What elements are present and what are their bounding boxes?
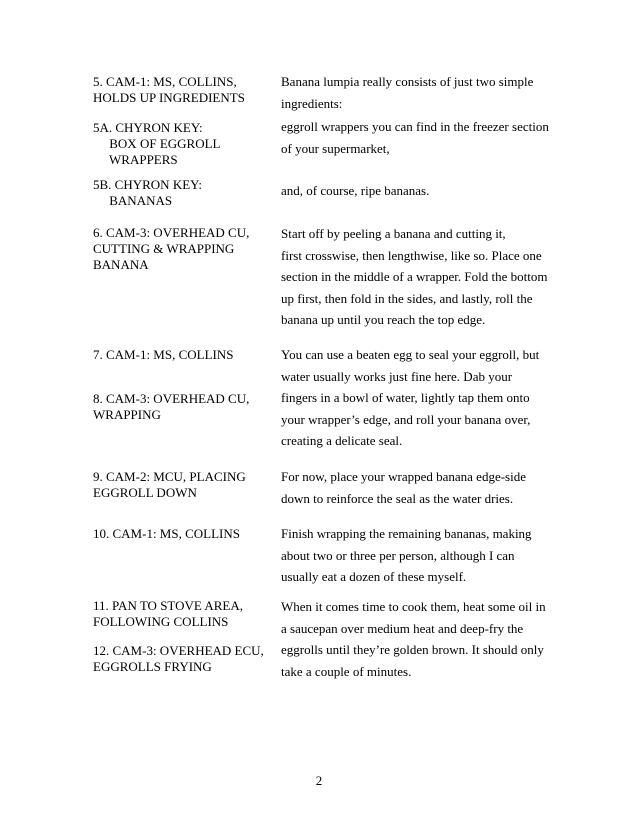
audio-line: your wrapper’s edge, and roll your banana over, [281, 411, 531, 427]
video-line: WRAPPERS [93, 152, 178, 167]
audio-line: creating a delicate seal. [281, 433, 403, 448]
video-cue-7 [93, 347, 273, 363]
video-line: EGGROLLS FRYING [93, 659, 212, 674]
audio-line: and, of course, ripe bananas. [281, 183, 430, 198]
video-line: BANANAS [93, 193, 173, 208]
audio-line: water usually works just fine here. Dab your [281, 368, 513, 384]
audio-line: about two or three per person, although I can [281, 547, 515, 563]
video-line: 10. CAM-1: MS, COLLINS [93, 526, 240, 541]
audio-line: down to reinforce the seal as the water dries. [281, 490, 514, 506]
audio-line: section in the middle of a wrapper. Fold the bottom [281, 269, 548, 284]
video-line: WRAPPING [93, 407, 161, 422]
video-cue-6 [93, 225, 273, 273]
video-line: 11. PAN TO STOVE AREA, [93, 598, 244, 613]
audio-line: banana up until you reach the top edge. [281, 312, 486, 327]
audio-line: You can use a beaten egg to seal your eggroll, but [281, 347, 540, 362]
audio-line: a saucepan over medium heat and deep-fry the [281, 620, 524, 636]
video-line: 5. CAM-1: MS, COLLINS, [93, 74, 237, 89]
audio-line: up first, then fold in the sides, and lastly, roll the [281, 290, 533, 306]
page-number: 2 [315, 773, 323, 788]
audio-block-cook [281, 596, 561, 682]
audio-line: take a couple of minutes. [281, 663, 412, 679]
audio-line: ingredients: [281, 95, 343, 111]
video-cue-5 [93, 74, 273, 106]
video-line: 6. CAM-3: OVERHEAD CU, [93, 225, 250, 240]
video-line: 12. CAM-3: OVERHEAD ECU, [93, 643, 264, 658]
video-cue-9 [93, 469, 273, 501]
audio-line: fingers in a bowl of water, lightly tap them onto [281, 390, 530, 405]
video-line: 7. CAM-1: MS, COLLINS [93, 347, 234, 362]
audio-block-place [281, 466, 561, 509]
audio-line: eggroll wrappers you can find in the freezer section [281, 119, 549, 134]
video-line: HOLDS UP INGREDIENTS [93, 90, 245, 105]
audio-line: eggrolls until they’re golden brown. It should only [281, 642, 544, 657]
audio-line: first crosswise, then lengthwise, like so. Place one [281, 247, 542, 263]
video-line: FOLLOWING COLLINS [93, 614, 229, 629]
video-cue-5b [93, 177, 273, 209]
video-cue-5a [93, 120, 273, 168]
audio-line: Banana lumpia really consists of just two simple [281, 74, 534, 89]
video-line: BOX OF EGGROLL [93, 136, 221, 151]
video-cue-8 [93, 391, 273, 423]
audio-block-finish [281, 523, 561, 588]
audio-line: When it comes time to cook them, heat some oil in [281, 599, 546, 614]
video-line: EGGROLL DOWN [93, 485, 197, 500]
audio-line: For now, place your wrapped banana edge-side [281, 469, 526, 484]
video-cue-12 [93, 643, 273, 675]
audio-block-ingredients [281, 71, 561, 114]
audio-block-bananas [281, 180, 561, 202]
audio-block-wrappers [281, 116, 561, 159]
audio-line: Finish wrapping the remaining bananas, making [281, 526, 532, 541]
video-line: 5A. CHYRON KEY: [93, 120, 203, 135]
video-line: BANANA [93, 257, 149, 272]
video-line: 9. CAM-2: MCU, PLACING [93, 469, 246, 484]
video-line: CUTTING & WRAPPING [93, 241, 235, 256]
audio-block-peeling [281, 223, 561, 331]
video-cue-11 [93, 598, 273, 630]
video-cue-10 [93, 526, 273, 542]
audio-line: of your supermarket, [281, 140, 390, 156]
video-line: 5B. CHYRON KEY: [93, 177, 202, 192]
audio-line: Start off by peeling a banana and cutting it, [281, 226, 506, 241]
audio-line: usually eat a dozen of these myself. [281, 569, 467, 584]
audio-block-seal [281, 344, 561, 452]
video-line: 8. CAM-3: OVERHEAD CU, [93, 391, 250, 406]
